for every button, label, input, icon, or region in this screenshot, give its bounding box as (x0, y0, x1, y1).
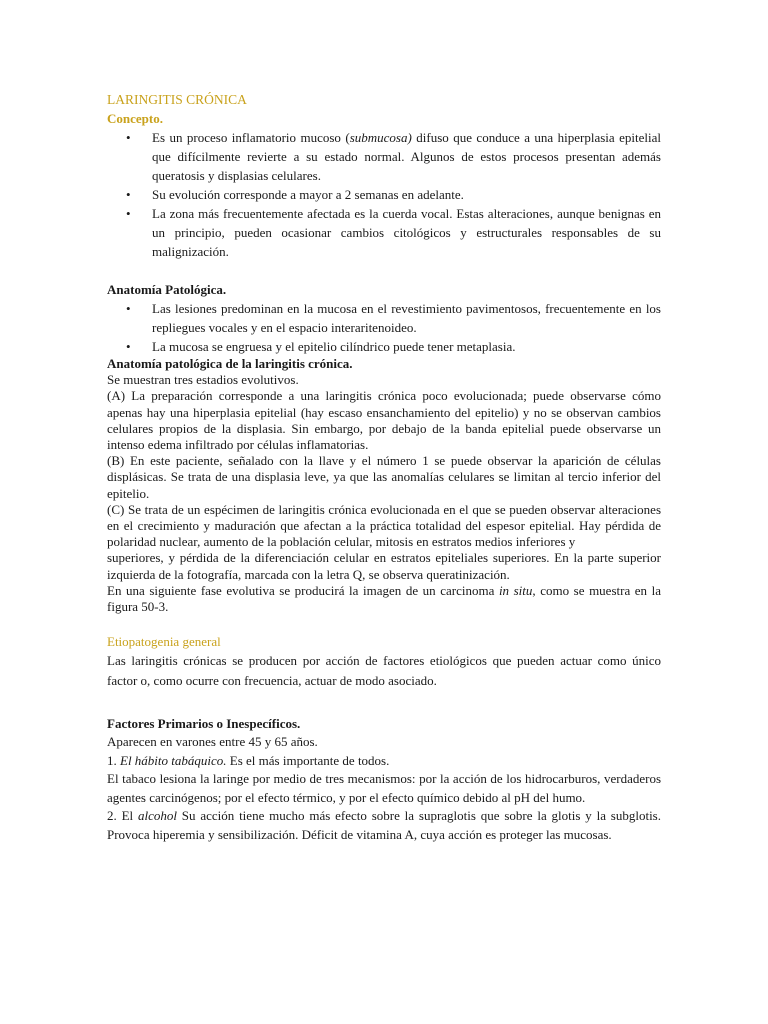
etiopatogenia-heading: Etiopatogenia general (107, 634, 221, 650)
paragraph: (A) La preparación corresponde a una laringitis crónica poco evolucionada; puede observarse cómo apenas hay una hiperplasia epitelial (hay escaso ensanchamiento del epitelio) y no se observan cambios celulares propios de la displasia. Sin embargo, por debajo de la banda epitelial puede observarse un intenso edema infiltrado por células inflamatorias. (107, 388, 661, 453)
paragraph: En una siguiente fase evolutiva se producirá la imagen de un carcinoma in situ, como se muestra en la figura 50-3. (107, 582, 662, 615)
paragraph: Se muestran tres estadios evolutivos. (107, 372, 299, 388)
list-item: • Las lesiones predominan en la mucosa en el revestimiento pavimentosos, frecuentemente en los repliegues vocales y en el espacio interaritenoideo. (126, 301, 661, 335)
paragraph: 2. El alcohol Su acción tiene mucho más efecto sobre la supraglotis que sobre la glotis y la subglotis. Provoca hiperemia y sensibilización. Déficit de vitamina A, cuya acción es proteger las mucosas. (107, 808, 661, 842)
paragraph: El tabaco lesiona la laringe por medio de tres mecanismos: por la acción de los hidrocarburos, verdaderos agentes carcinógenos; por el efecto térmico, y por el efecto químico debido al pH del humo. (107, 771, 661, 805)
paragraph: (C) Se trata de un espécimen de laringitis crónica evolucionada en el que se pueden observar alteraciones en el crecimiento y maduración que afectan a la práctica totalidad del espesor epitelial. Hay pérdida de polaridad nuclear, aumento de la población celular, mitosis en estratos medios inferiores y (107, 501, 661, 550)
paragraph: superiores, y pérdida de la diferenciación celular en estratos epiteliales superiores. En la parte superior izquierda de la fotografía, marcada con la letra Q, se observa queratinización. (107, 550, 661, 582)
document-body (107, 90, 661, 844)
list-item: • La mucosa se engruesa y el epitelio cilíndrico puede tener metaplasia. (126, 339, 516, 354)
concepto-list (107, 128, 661, 261)
concepto-heading: Concepto. (107, 111, 163, 126)
paragraph: Las laringitis crónicas se producen por acción de factores etiológicos que pueden actuar como único factor o, como ocurre con frecuencia, actuar de modo asociado. (107, 653, 661, 689)
bullet-icon: • (126, 187, 131, 202)
bullet-icon: • (126, 339, 131, 354)
list-item: • La zona más frecuentemente afectada es la cuerda vocal. Estas alteraciones, aunque benignas en un principio, pueden ocasionar cambios citológicos y estructurales responsables de su malignización. (126, 206, 661, 259)
anatomia-heading: Anatomía Patológica. (107, 282, 227, 297)
anatomia-cronica-section (107, 356, 661, 615)
list-item: • Su evolución corresponde a mayor a 2 semanas en adelante. (126, 187, 464, 202)
anatomia-cronica-heading: Anatomía patológica de la laringitis crónica. (107, 356, 353, 371)
bullet-icon: • (126, 206, 131, 221)
paragraph: 1. El hábito tabáquico. Es el más importante de todos. (107, 752, 390, 768)
paragraph: Aparecen en varones entre 45 y 65 años. (107, 734, 318, 750)
list-item: • Es un proceso inflamatorio mucoso (submucosa) difuso que conduce a una hiperplasia epitelial que difícilmente revierte a su estado normal. Algunos de estos procesos presentan además queratosis y displasias celulares. (126, 130, 661, 183)
paragraph: (B) En este paciente, señalado con la llave y el número 1 se puede observar la aparición de células displásicas. Se trata de una displasia leve, ya que las anomalías celulares se limitan al tercio inferior del epitelio. (107, 453, 661, 501)
bullet-icon: • (126, 130, 131, 145)
anatomia-list (107, 299, 661, 356)
factores-heading: Factores Primarios o Inespecíficos. (107, 716, 301, 732)
factores-section (107, 733, 661, 844)
bullet-icon: • (126, 301, 131, 316)
document-title: LARINGITIS CRÓNICA (107, 92, 247, 107)
